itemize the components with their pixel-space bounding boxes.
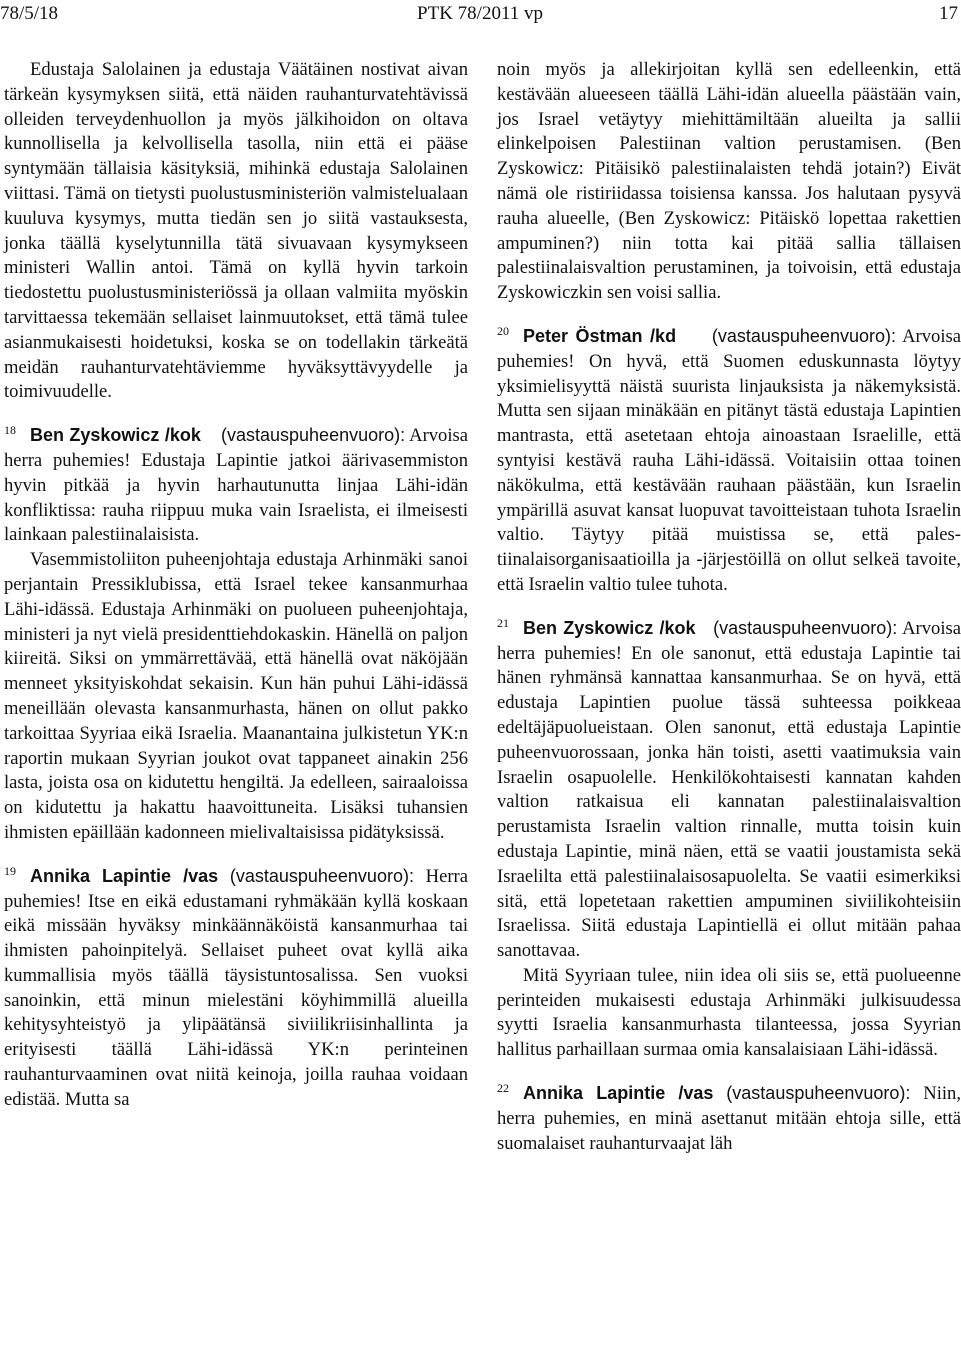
speech-number: 21 (497, 615, 509, 630)
speech-text: Niin, herra puhemies, en minä asettanut mitään ehtoja sille, että suomalaiset rauhanturvaajat läh (497, 1083, 961, 1154)
speaker-name: Ben Zyskowicz /kok (30, 425, 201, 446)
speech-heading (497, 616, 961, 964)
speech-21 (497, 616, 961, 1063)
page-header (0, 0, 960, 30)
document-id: PTK 78/2011 vp (417, 3, 543, 24)
speech-19 (4, 864, 468, 1113)
speech-number: 18 (4, 422, 16, 437)
speaker-name: Annika Lapintie /vas (30, 865, 219, 886)
paragraph: Mitä Syyriaan tulee, niin idea oli siis se, että puolueenne perinteiden mukaisesti edustaja Arhinmäki julkisuudessa syytti Israelia kansanmurhasta tilanteessa, jossa Syyrian hallitus parhaillaan surmaa omia kansalaisiaan Lähi-idässä. (497, 964, 961, 1061)
paragraph-continued: noin myös ja allekirjoitan kyllä sen edelleenkin, että kestävään alueeseen täällä Lähi-idän alueella päästään vain, jos Israel vetäytyy miehittämiltään alueilta ja sallii elinkelpoisen Palestiinan valtion perustamisen. (Ben Zyskowicz: Pitäisikö palestiinalaisten tehdä jotain?) Eivät nämä ole ristiriidassa toisiensa kanssa. Jos halutaan pysyvä rauha alueelle, (Ben Zyskowicz: Pitäiskö lopettaa rakettien ampuminen?) niin totta kai pitää sallia tällaisen palestiinalaisvaltion perustaminen, ja toivoisin, että edustaja Zyskowiczkin sen voisi sallia. (497, 59, 961, 304)
speech-heading (497, 1081, 961, 1156)
speech-text: Arvoisa herra puhemies! Edustaja Lapintie jatkoi äärivasemmiston hyvin pitkää ja hyvin harhautunutta linjaa Lähi-idän konfliktissa: rauha riippuu muka vain Israelista, ei ilmeisesti lainkaan palestiinalaisista. (4, 425, 469, 546)
page-session-id: 78/5/18 (0, 3, 59, 24)
speech-type: (vastauspuheenvuoro): (713, 617, 898, 638)
speech-18 (4, 423, 468, 846)
speech-number: 20 (497, 323, 509, 338)
speech-text: Arvoisa herra puhemies! En ole sanonut, että edustaja Lapintie tai hänen ryhmänsä kannattaa kansanmurhaa. Se on hyvä, että edustaja Lapintien puolue tässä suhteessa poikkeaa edeltäjäpuolueistaan. Olen sanonut, että edustaja Lapintie puheenvuorossaan, jonka hän toisti, asetti vaatimuksia vain Israelin osapuolelle. Henkilökohtaisesti kannatan kahden valtion ratkaisua eli kannatan palestiinalaisvaltion perustamista Israelin valtion rinnalle, mutta toisin kuin edustaja Lapintie, minä näen, että se vaatii joustamista sekä Israelilta että palestiinalaisosapuolelta. Se vaatii esimerkiksi sitä, että lopetetaan rakettien ampuminen siviilikohteisiin Israelissa. Siitä edustaja Lapintiellä ei ollut mitään pahaa sanottavaa. (497, 617, 961, 962)
speech-number: 19 (4, 863, 16, 878)
left-column (4, 58, 468, 1113)
speaker-name: Annika Lapintie /vas (523, 1083, 714, 1104)
speech-type: (vastauspuheenvuoro): (711, 325, 896, 346)
paragraph: Edustaja Salolainen ja edustaja Väätäinen nostivat aivan tärkeän kysymyksen siitä, että näiden rauhanturvatehtävissä olleiden terveydenhuollon ja myös jälkihoidon on oltava kunnollisella ja kelvollisella tasolla, niin että ei pääse syntymään tällaisia käsityksiä, mihinkä edustaja Salolainen viittasi. Tämä on tietysti puolustusministeriön valmistelualaan kuuluva kysymys, mutta tiedän sen jo siitä vastauksesta, jonka täällä kyselytunnilla tätä sivuavaan kysymykseen ministeri Wallin antoi. Tämä on kyllä hyvin tarkoin tiedostettu puolustusministeriössä ja ollaan valmiita myöskin tarvittaessa tekemään sellaiset lainmuutokset, että tämä tulee asianmukaisesti hoidetuksi, koska se on todellakin tärkeätä meidän rauhanturvatehtäviemme hyväksyttävyydelle ja toimivuudelle. (4, 59, 468, 403)
speech-22 (497, 1081, 961, 1156)
speech-heading (4, 864, 468, 1113)
speaker-name: Ben Zyskowicz /kok (523, 617, 696, 638)
speech-type: (vastauspuheenvuoro): (229, 865, 414, 886)
speech-text: Herra puhemies! Itse en eikä edustamani ryhmäkään kyllä koskaan eikä missään hyväksy minkäännäköistä kansanmurhaa tai ihmisten pahoinpitelyä. Sellaiset puheet ovat kyllä aika kummallisia myös täällä täysistuntosalissa. Sen vuoksi sanoinkin, että minun mielestäni köyhimmillä alueilla kehitysyhteistyö ja ylipäätänsä siviilikriisinhallinta ja erityisesti täällä Lähi-idässä YK:n perinteinen rauhanturvaaminen ovat niitä keinoja, joilla rauhaa voidaan edistää. Mutta sa (4, 865, 468, 1110)
speech-text: Arvoisa puhemies! On hyvä, että Suomen eduskunnasta löytyy yksimielisyyttä näistä suurista linjauksista ja näkemyksistä. Mutta sen sijaan minäkään en pitänyt tästä edustaja Lapintien mantrasta, että asetetaan ehtoja ainoastaan Israelille, että syntyisi kestävä rauha Lähi-idässä. Voitaisiin ottaa toinen näkökulma, että kestävään rauhaan päästään, kun Israelin ympärillä asuvat kansat luopuvat tavoitteistaan tuhota Israelin valtio. Täytyy pitää muistissa se, että palestiinalaisorganisaatioilla ja -järjestöillä on ollut selkeä tavoite, että Israelin valtio tulee tuhota. (497, 325, 961, 595)
speech-heading (497, 324, 961, 598)
speech-20 (497, 324, 961, 598)
speech-type: (vastauspuheenvuoro): (726, 1083, 911, 1104)
speech-type: (vastauspuheenvuoro): (221, 425, 406, 446)
speech-heading (4, 423, 468, 548)
paragraph: Vasemmistoliiton puheenjohtaja edustaja Arhinmäki sanoi perjantain Pressiklubissa, että Israel tekee kansanmurhaa Lähi-idässä. Edustaja Arhinmäki on puolueen puheenjohtaja, ministeri ja nyt vielä presidenttiehdokaskin. Hänellä on paljon kiireitä. Siksi on ymmärrettävää, että hänellä ovat näköjään menneet yksityiskohdat sekaisin. Kun hän puhui Lähi-idässä meneillään olevasta kansanmurhasta, hänen on ollut pakko tarkoittaa Syyriaa eikä Israelia. Maanantaina julkistetun YK:n raportin mukaan Syyrian joukot ovat tappaneet ainakin 256 lasta, joista osa on kidutettu hengiltä. Ja edelleen, sairaaloissa on kidutettu ja hakattu haavoittuneita. Lisäksi tuhansien ihmisten epäillään kadonneen mielivaltaisissa pidätyksissä. (4, 549, 468, 843)
page-number: 17 (939, 3, 958, 24)
right-column (497, 58, 961, 1156)
speaker-name: Peter Östman /kd (523, 325, 677, 346)
speech-number: 22 (497, 1080, 509, 1095)
